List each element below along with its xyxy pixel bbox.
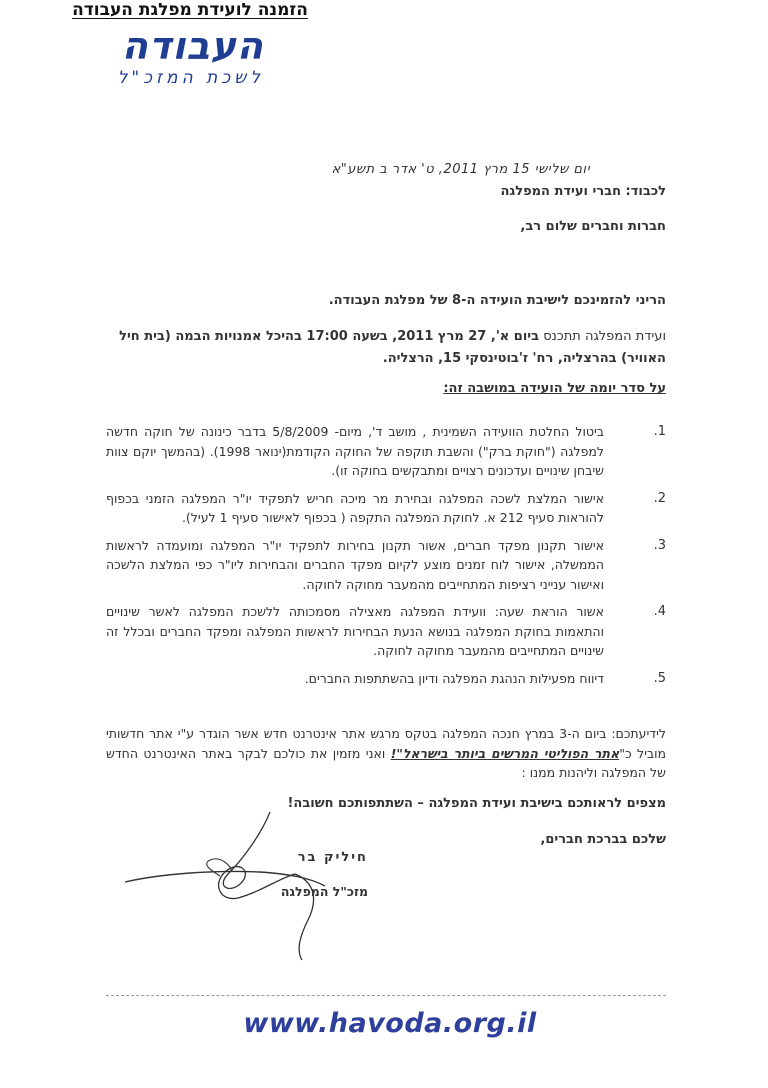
party-logo xyxy=(64,26,264,90)
agenda-item-text: ביטול החלטת הוועידה השמינית , מושב ד', מיום- 5/8/2009 בדבר כינונה של חוקה חדשה למפלגה ("חוקת ברק") והשבת תוקפה של החוקה הקודמת(ינואר 1998). (בהמשך יוקם צוות שיבחן שינויים ועדכונים רצויים ומתבקשים בחוקה זו). xyxy=(106,424,604,478)
letter-intro: הריני להזמינכם לישיבת הועידה ה-8 של מפלגת העבודה. xyxy=(328,293,666,308)
meeting-details-text: ועידת המפלגה תתכנס xyxy=(539,329,666,344)
website-url: www.havoda.org.il xyxy=(243,1008,537,1039)
agenda-item-number: 3. xyxy=(653,537,666,553)
agenda-item-text: אישור המלצת לשכה המפלגה ובחירת מר מיכה חריש לתפקיד יו"ר המפלגה הזמני בכפוף להוראות סעיף 212 א. לחוקת המפלגה התקפה ( בכפוף לאישור סעיף 1 לעיל). xyxy=(106,490,604,525)
agenda-item-text: אישור תקנון מפקד חברים, אשור תקנון בחירות לתפקיד יו"ר המפלגה ומועמדה לראשות הממשלה, אישור לוח זמנים מוצע לקיום מפקד החברים והבחירות ליו"ר כפי המלצת הלשכה ואישור ענייני רציפות המתחייבים מהמעבר מחוקה לחוקה. xyxy=(106,537,604,592)
agenda-title: על סדר יומה של הועידה במושבה זה: xyxy=(443,381,666,396)
letter-recipient: לכבוד: חברי ועידת המפלגה xyxy=(500,184,666,199)
signer-name: חיליק בר xyxy=(297,850,368,865)
website-notice xyxy=(106,724,666,783)
agenda-item xyxy=(106,422,666,481)
agenda-item xyxy=(106,489,666,528)
logo-name: העבודה xyxy=(121,24,264,68)
agenda-item-number: 2. xyxy=(653,490,666,506)
letter-date: יום שלישי 15 מרץ 2011, ט' אדר ב תשע"א xyxy=(331,162,590,177)
agenda-item-text: אשור הוראת שעה: וועידת המפלגה מאצילה מסמכותה ללשכת המפלגה לאשר שינויים והתאמות בחוקת המפלגה בנושא הנעת הבחירות לראשות המפלגה ומפקד החברים ובכלל זה שינויים המתחייבים מהמעבר מחוקה לחוקה. xyxy=(106,604,604,658)
letter-greeting: חברות וחברים שלום רב, xyxy=(520,219,666,234)
website-notice-text-end: ואני מזמין את כולכם לבקר באתר האינטרנט החדש של המפלגה וליהנות ממנו : xyxy=(106,745,666,780)
agenda-item xyxy=(106,602,666,661)
meeting-details xyxy=(106,326,666,370)
agenda-item-number: 4. xyxy=(653,604,666,619)
closing-line: מצפים לראותכם בישיבת ועידת המפלגה – השתתפותכם חשובה! xyxy=(287,796,666,811)
website-notice-text: לידיעתכם: ביום ה-3 במרץ חנכה המפלגה בטקס מרגש אתר אינטרנט חדש אשר הוגדר ע"י אתר חדשותי מוביל כ" xyxy=(106,726,667,761)
agenda-item-number: 1. xyxy=(653,424,666,439)
logo-subtitle: לשכת המזכ"ל xyxy=(117,68,264,88)
meeting-details-bold: ביום א', 27 מרץ 2011, בשעה 17:00 בהיכל אמנויות הבמה (בית חיל האוויר) בהרצליה, רח' ז'בוטינסקי 15, הרצליה. xyxy=(119,329,666,366)
agenda-item xyxy=(106,669,666,689)
agenda-item-text: דיווח מפעילות הנהגת המפלגה ודיון בהשתתפות החברים. xyxy=(304,670,604,686)
agenda-list xyxy=(106,422,666,696)
regards-line: שלכם בברכת חברים, xyxy=(540,832,666,847)
footer-divider xyxy=(106,995,666,996)
signer-title: מזכ"ל המפלגה xyxy=(280,884,368,899)
agenda-item xyxy=(106,536,666,595)
website-notice-highlight: אתר הפוליטי המרשים ביותר בישראל"! xyxy=(390,745,620,761)
agenda-item-number: 5. xyxy=(653,670,666,686)
letter-heading: הזמנה לועידת מפלגת העבודה xyxy=(72,0,308,20)
